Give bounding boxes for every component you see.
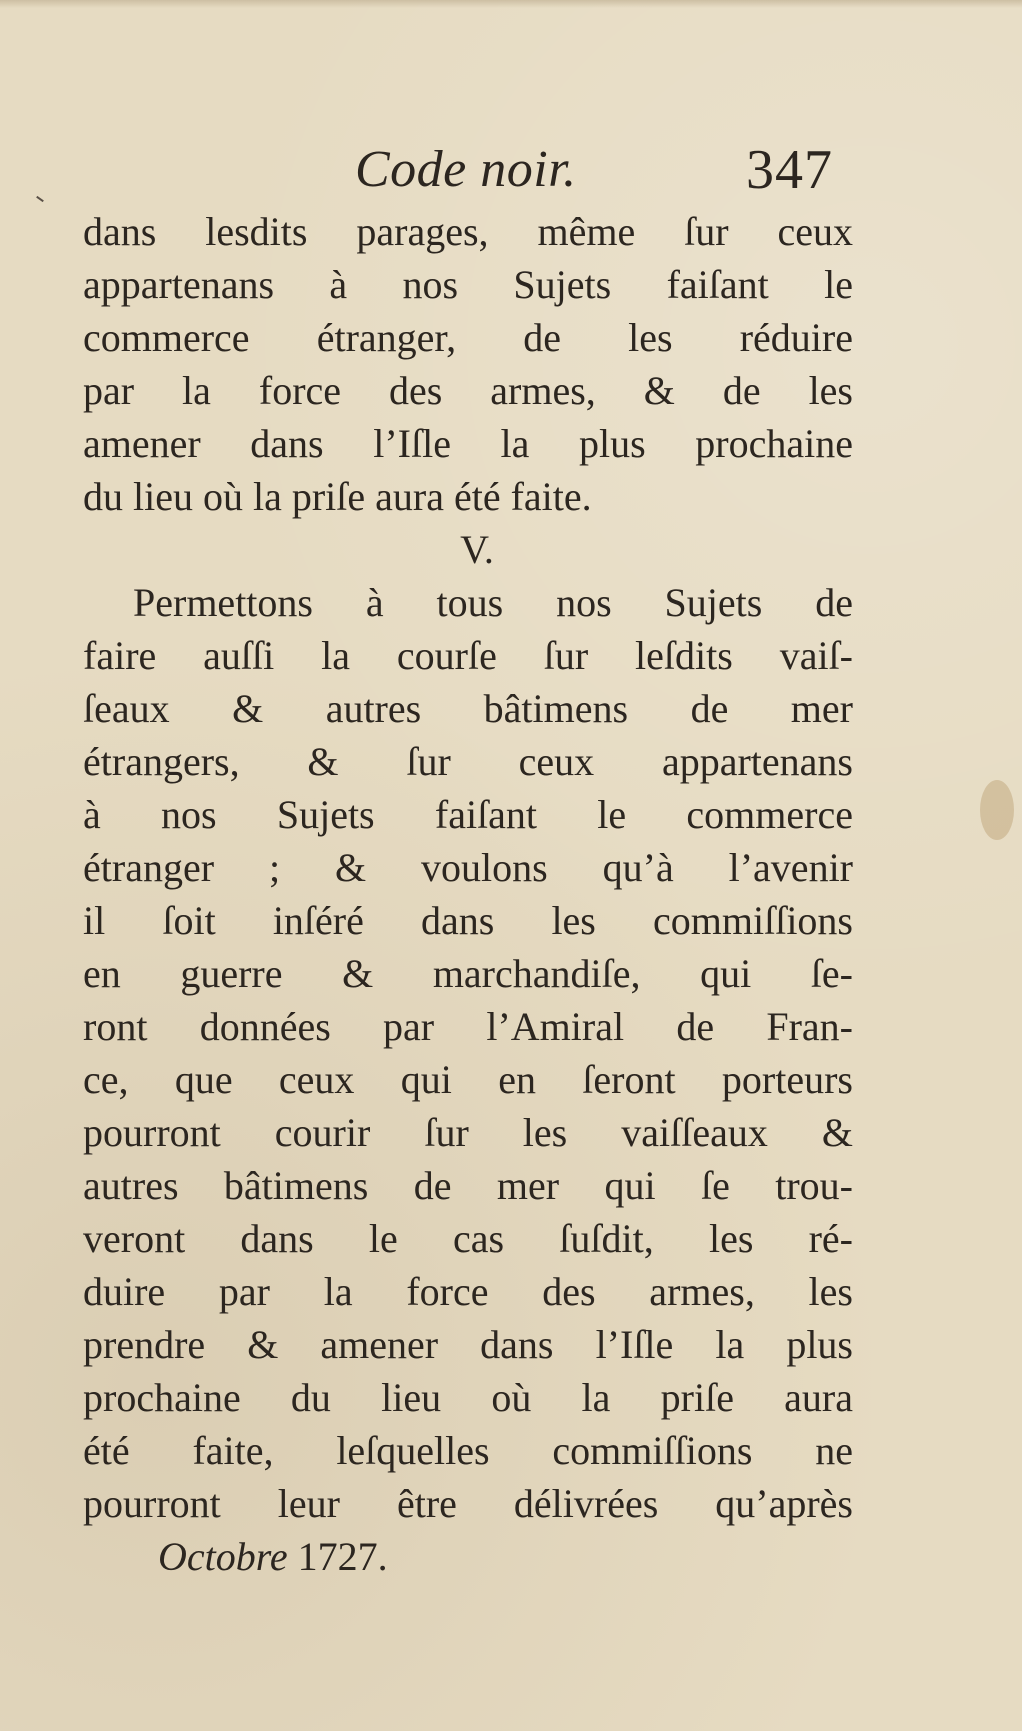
text-line: pourront leur être délivrées qu’après (83, 1481, 853, 1526)
text-line: par la force des armes, & de les (83, 368, 853, 413)
text-line: en guerre & marchandiſe, qui ſe- (83, 951, 853, 996)
text-line: ſeaux & autres bâtimens de mer (83, 686, 853, 731)
text-line: du lieu où la priſe aura été faite. (83, 474, 592, 519)
text-line: il ſoit inſéré dans les commiſſions (83, 898, 853, 943)
footer-month: Octobre (158, 1534, 288, 1579)
text-line: ront données par l’Amiral de Fran- (83, 1004, 853, 1049)
text-line: veront dans le cas ſuſdit, les ré- (83, 1216, 853, 1261)
text-line: Permettons à tous nos Sujets de (133, 580, 853, 625)
text-line: étrangers, & ſur ceux appartenans (83, 739, 853, 784)
page-number: 347 (746, 139, 833, 201)
text-line: amener dans l’Iſle la plus prochaine (83, 421, 853, 466)
page-header (0, 140, 1022, 210)
paper-stain (980, 780, 1014, 840)
text-line: été faite, leſquelles commiſſions ne (83, 1428, 853, 1473)
text-line: prochaine du lieu où la priſe aura (83, 1375, 853, 1420)
text-line: commerce étranger, de les réduire (83, 315, 853, 360)
running-title: Code noir. (355, 141, 577, 198)
body-text (83, 205, 853, 1530)
text-line: faire auſſi la courſe ſur leſdits vaiſ- (83, 633, 853, 678)
text-line: autres bâtimens de mer qui ſe trou- (83, 1163, 853, 1208)
text-line: étranger ; & voulons qu’à l’avenir (83, 845, 853, 890)
footer-year: 1727. (297, 1534, 388, 1579)
signature-line (158, 1530, 388, 1584)
text-line: pourront courir ſur les vaiſſeaux & (83, 1110, 853, 1155)
text-line: duire par la force des armes, les (83, 1269, 853, 1314)
section-heading: V. (460, 527, 494, 572)
text-line: à nos Sujets faiſant le commerce (83, 792, 853, 837)
text-line: prendre & amener dans l’Iſle la plus (83, 1322, 853, 1367)
text-line: appartenans à nos Sujets faiſant le (83, 262, 853, 307)
page-top-edge (0, 0, 1022, 8)
text-line: ce, que ceux qui en ſeront porteurs (83, 1057, 853, 1102)
text-line: dans lesdits parages, même ſur ceux (83, 209, 853, 254)
